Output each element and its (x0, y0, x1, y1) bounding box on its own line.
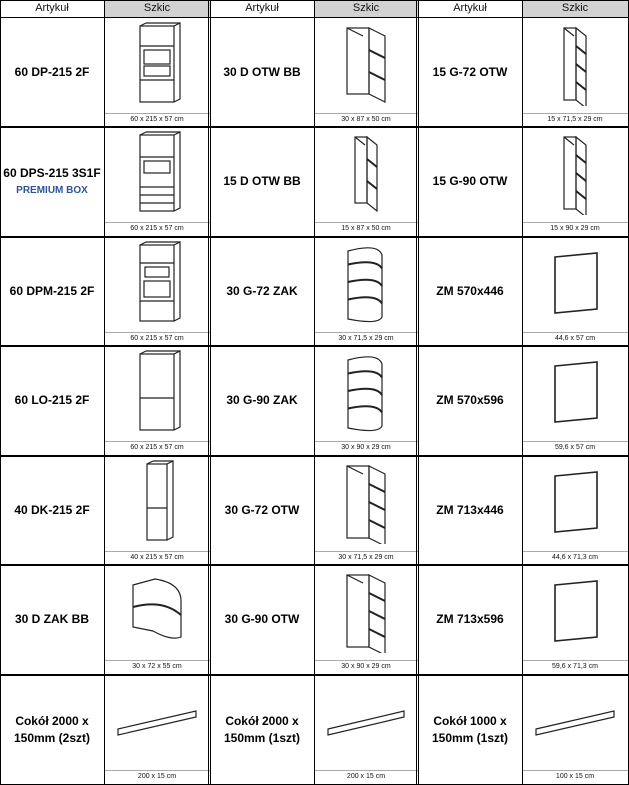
dimensions-label: 100 x 15 cm (555, 773, 595, 780)
article-code: 15 D OTW BB (223, 174, 301, 188)
article-code: 60 DPM-215 2F (9, 284, 95, 298)
dimensions-label: 30 x 87 x 50 cm (341, 116, 391, 123)
grid-line (0, 236, 629, 238)
open-wall-shelf-icon (322, 569, 410, 653)
tall-oven-cabinet-icon (112, 22, 202, 106)
article-name (210, 675, 314, 784)
article-code: 60 DPS-215 3S1F (3, 165, 101, 180)
grid-line (314, 0, 315, 785)
tall-fridge-cabinet-icon (112, 350, 202, 434)
article-code: Cokół 2000 x 150mm (2szt) (13, 713, 91, 745)
open-base-shelf-cabinet-icon (322, 22, 410, 106)
header-szkic-1: Szkic (104, 0, 210, 17)
grid-line (0, 0, 629, 1)
dimensions-label: 44,6 x 71,3 cm (552, 554, 598, 561)
article-code: 30 D OTW BB (223, 65, 301, 79)
article-code: 60 LO-215 2F (14, 393, 90, 407)
grid-line (0, 126, 629, 128)
tall-microwave-cabinet-icon (112, 241, 202, 325)
article-code: ZM 570x446 (436, 284, 504, 298)
dimensions-label: 40 x 215 x 57 cm (130, 554, 184, 561)
header-artykul-1: Artykuł (35, 2, 69, 14)
article-code: 15 G-72 OTW (432, 65, 508, 79)
dimensions-label: 44,6 x 57 cm (554, 335, 596, 342)
article-code: Cokół 2000 x 150mm (1szt) (223, 713, 301, 745)
header-szkic-3: Szkic (522, 0, 628, 17)
grid-line (0, 564, 629, 566)
dimensions-label: 30 x 90 x 29 cm (341, 663, 391, 670)
article-name (0, 456, 104, 565)
article-code: 15 G-90 OTW (432, 174, 508, 188)
header-artykul-2: Artykuł (245, 2, 279, 14)
article-name (210, 456, 314, 565)
plinth-board-icon (112, 679, 202, 763)
article-name (0, 675, 104, 784)
dimensions-label: 200 x 15 cm (346, 773, 386, 780)
grid-line (522, 0, 523, 785)
grid-line (0, 345, 629, 347)
front-panel-icon (530, 569, 620, 653)
plinth-board-icon (322, 679, 410, 763)
tall-narrow-cabinet-icon (112, 460, 202, 544)
article-name (0, 237, 104, 346)
narrow-open-wall-shelf-icon (530, 131, 620, 215)
article-code: 30 G-72 OTW (224, 503, 300, 517)
article-code: ZM 570x596 (436, 393, 504, 407)
article-name (210, 346, 314, 455)
article-code: 40 DK-215 2F (14, 503, 90, 517)
article-name (418, 237, 522, 346)
article-code: 60 DP-215 2F (14, 65, 90, 79)
dimensions-label: 60 x 215 x 57 cm (130, 116, 184, 123)
grid-line (210, 0, 211, 785)
article-code: Cokół 1000 x 150mm (1szt) (431, 713, 509, 745)
grid-line (104, 0, 105, 785)
narrow-open-base-cabinet-icon (322, 131, 410, 215)
header-szkic-2: Szkic (314, 0, 418, 17)
article-subtitle: PREMIUM BOX (16, 184, 88, 196)
article-name (210, 237, 314, 346)
article-name (0, 346, 104, 455)
dimensions-label: 59,6 x 57 cm (554, 444, 596, 451)
article-name (418, 346, 522, 455)
article-name (0, 18, 104, 127)
article-name (418, 127, 522, 236)
grid-line (0, 455, 629, 457)
article-name (0, 127, 104, 236)
grid-line (0, 0, 1, 785)
dimensions-label: 15 x 90 x 29 cm (550, 225, 600, 232)
grid-line (0, 17, 629, 18)
dimensions-label: 30 x 71,5 x 29 cm (338, 335, 394, 342)
dimensions-label: 30 x 71,5 x 29 cm (338, 554, 394, 561)
tall-drawer-cabinet-icon (112, 131, 202, 215)
dimensions-label: 60 x 215 x 57 cm (130, 444, 184, 451)
article-name (0, 565, 104, 674)
front-panel-icon (530, 350, 620, 434)
rounded-end-base-cabinet-icon (112, 569, 202, 653)
article-code: 30 G-72 ZAK (226, 284, 298, 298)
article-code: 30 D ZAK BB (14, 612, 89, 626)
article-name (210, 127, 314, 236)
dimensions-label: 30 x 90 x 29 cm (341, 444, 391, 451)
article-name (210, 18, 314, 127)
article-code: ZM 713x446 (436, 503, 504, 517)
narrow-open-wall-shelf-icon (530, 22, 620, 106)
article-name (210, 565, 314, 674)
open-wall-shelf-icon (322, 460, 410, 544)
dimensions-label: 59,6 x 71,3 cm (552, 663, 598, 670)
plinth-board-icon (530, 679, 620, 763)
rounded-corner-shelf-icon (322, 350, 410, 434)
dimensions-label: 60 x 215 x 57 cm (130, 335, 184, 342)
dimensions-label: 200 x 15 cm (137, 773, 177, 780)
grid-line (0, 674, 629, 676)
grid-line (418, 0, 419, 785)
rounded-corner-shelf-icon (322, 241, 410, 325)
dimensions-label: 15 x 87 x 50 cm (341, 225, 391, 232)
front-panel-icon (530, 241, 620, 325)
article-name (418, 18, 522, 127)
article-name (418, 565, 522, 674)
grid-line (416, 0, 417, 785)
article-name (418, 456, 522, 565)
header-artykul-3: Artykuł (453, 2, 487, 14)
dimensions-label: 15 x 71,5 x 29 cm (547, 116, 603, 123)
article-code: 30 G-90 ZAK (226, 393, 298, 407)
grid-line (208, 0, 209, 785)
dimensions-label: 30 x 72 x 55 cm (132, 663, 182, 670)
article-name (418, 675, 522, 784)
article-code: ZM 713x596 (436, 612, 504, 626)
dimensions-label: 60 x 215 x 57 cm (130, 225, 184, 232)
front-panel-icon (530, 460, 620, 544)
article-code: 30 G-90 OTW (224, 612, 300, 626)
